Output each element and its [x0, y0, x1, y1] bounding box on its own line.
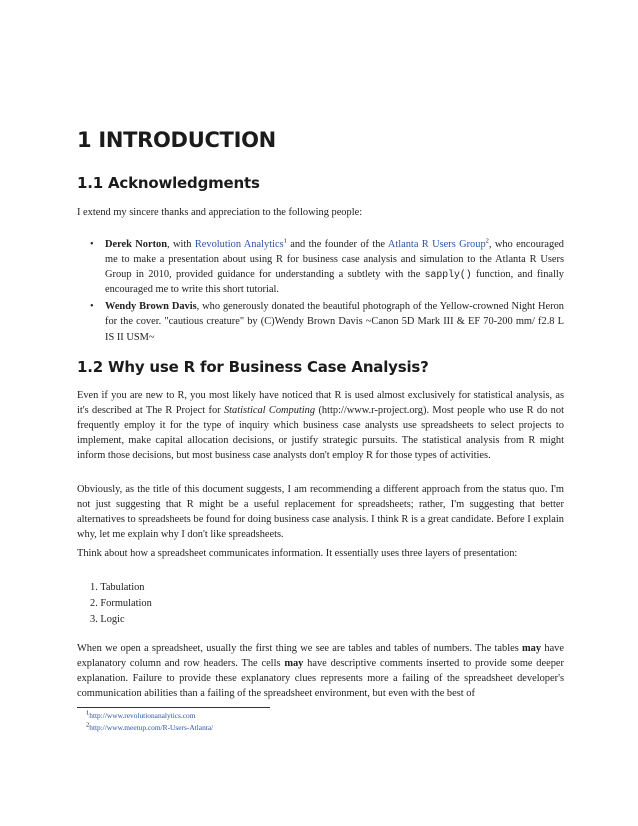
list-item: 2. Formulation — [90, 598, 152, 609]
presentation-layers-list — [77, 580, 152, 628]
list-item — [77, 299, 564, 344]
section-title-why-r: 1.2 Why use R for Business Case Analysis? — [77, 358, 429, 376]
text: (http://www.r-project.org). Most people who use R do not frequently employ it for the type of inquiry which business case analysts use spreadsheets to select projects to implement, make capital allocation decisions, or justify strategic pursuits. The statistical analysis from R might inform those decisions, but most business case analysts don't employ R for those types of activities. — [77, 405, 564, 462]
footnote-ref[interactable]: 2 — [485, 237, 489, 245]
person-name: Wendy Brown Davis — [105, 301, 197, 313]
footnote-ref[interactable]: 1 — [283, 237, 287, 245]
acknowledgments-intro: I extend my sincere thanks and appreciation to the following people: — [77, 207, 363, 218]
paragraph — [77, 641, 564, 701]
text: Even if you are new to R, you most likely have noticed that R is used almost exclusively for statistical analysis, as it's described at The R Project for — [77, 390, 564, 417]
text: When we open a spreadsheet, usually the first thing we see are tables and tables of numbers. The tables — [77, 643, 523, 654]
footnote — [86, 723, 213, 733]
code-sapply: sapply() — [424, 269, 472, 281]
list-item: 1. Tabulation — [90, 582, 145, 593]
person-name: Derek Norton — [105, 239, 168, 250]
bold-may: may — [522, 643, 542, 654]
text: have descriptive comments inserted to provide some deeper explanation. Failure to provide these explanatory clues represents more a failing of the spreadsheet developer's communication abilities than a failing of the spreadsheet environment, but even with the best of — [77, 658, 564, 700]
bold-may: may — [284, 658, 304, 670]
text: , who generously donated the beautiful photograph of the Yellow-crowned Night Heron for the cover. "cautious creature" by (C)Wendy Brown Davis ~Canon 5D Mark III & EF 70-200 mm/ f2.8 L IS II USM~ — [105, 301, 564, 343]
text: , who encouraged me to make a presentation about using R for business case analysis and simulation to the Atlanta R Users Group in 2010, provided guidance for understanding a subtlety with the — [105, 239, 565, 281]
footnote — [86, 711, 196, 721]
footnote-link[interactable]: http://www.meetup.com/R-Users-Atlanta/ — [89, 723, 214, 732]
paragraph: Obviously, as the title of this document suggests, I am recommending a different approach from the status quo. I'm not just suggesting that R might be a useful replacement for spreadsheets; rather, I'm suggesting that better alternatives to spreadsheets be found for doing business case analysis. I think R is a great candidate. Before I explain why, let me explain why I don't like spreadsheets. — [77, 484, 564, 541]
section-title-acknowledgments: 1.1 Acknowledgments — [77, 174, 260, 192]
text: and the founder of the — [286, 239, 388, 250]
chapter-title: 1 INTRODUCTION — [77, 128, 276, 152]
link-revolution-analytics[interactable]: Revolution Analytics — [194, 239, 284, 250]
link-atlanta-r-users-group[interactable]: Atlanta R Users Group — [387, 239, 486, 250]
list-item: 3. Logic — [90, 614, 125, 625]
emphasis: Statistical Computing — [223, 405, 316, 417]
paragraph — [77, 388, 564, 463]
text: have explanatory column and row headers. The cells — [77, 643, 564, 670]
paragraph: Think about how a spreadsheet communicates information. It essentially uses three layers of presentation: — [77, 548, 518, 559]
list-item — [77, 237, 564, 297]
footnote-link[interactable]: http://www.revolutionanalytics.com — [89, 711, 196, 720]
text: function, and finally encouraged me to write this short tutorial. — [105, 269, 564, 296]
footnote-number: 1 — [86, 709, 90, 717]
text: , with — [167, 239, 195, 250]
footnote-divider — [77, 707, 270, 708]
acknowledgments-list — [77, 237, 564, 347]
footnote-number: 2 — [86, 721, 90, 729]
